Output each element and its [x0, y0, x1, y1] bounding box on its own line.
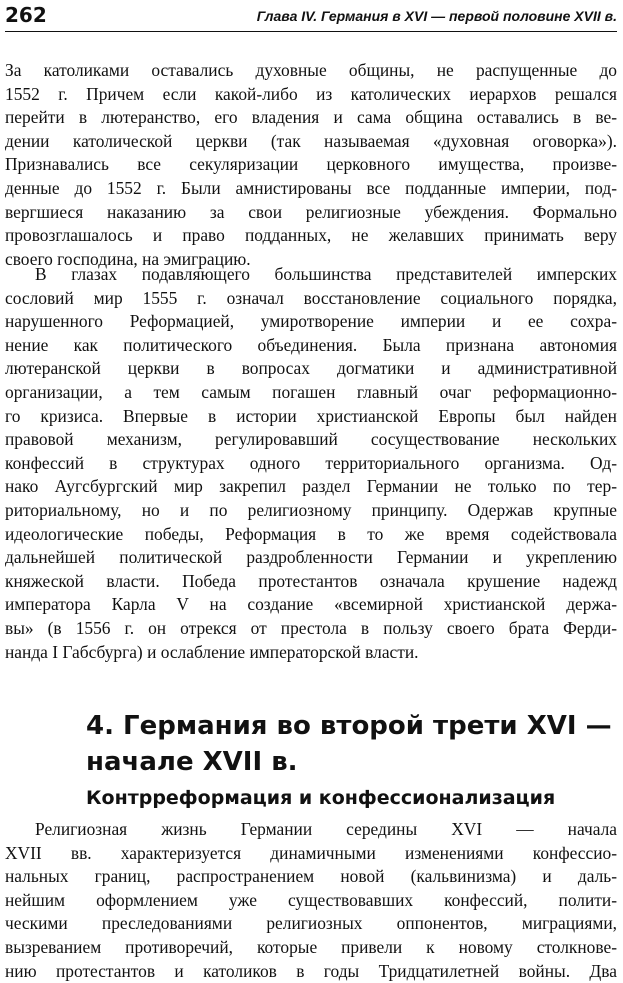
- text-line: лютеранской церкви в вопросах догматики и административной: [5, 358, 617, 379]
- text-line: конфессий в структурах одного территориального организма. Од-: [5, 452, 617, 473]
- text-line: перейти в лютеранство, его владения и сама община оставались в ве-: [5, 107, 617, 128]
- text-line: правовой механизм, регулировавший сосуществование нескольких: [5, 429, 617, 450]
- section-heading: [86, 708, 616, 780]
- text-line: провозглашалось и право подданных, не желавших принимать веру: [5, 225, 617, 246]
- paragraph-2: [5, 263, 617, 664]
- text-line: денные до 1552 г. Были амнистированы все подданные империи, под-: [5, 177, 617, 198]
- text-line: Религиозная жизнь Германии середины XVI — начала: [35, 819, 617, 839]
- text-line: нако Аугсбургский мир закрепил раздел Германии не только по тер-: [5, 476, 617, 497]
- text-line: ческими преследованиями религиозных оппонентов, миграциями,: [5, 913, 617, 934]
- text-line: княжеской власти. Победа протестантов означала крушение надежд: [5, 570, 617, 591]
- text-line: организации, а тем самым погашен главный очаг реформационно-: [5, 381, 617, 402]
- text-line: императора Карла V на создание «всемирной христианской держа-: [5, 594, 617, 615]
- text-line: идеологические победы, Реформация в то же время содействовала: [5, 523, 617, 544]
- text-line: своего господина, на эмиграцию.: [5, 248, 251, 269]
- text-line: 1552 г. Причем если какой-либо из католических иерархов решался: [5, 83, 617, 104]
- text-line: дальнейшей политической раздробленности Германии и укреплению: [5, 547, 617, 568]
- section-heading-line: 4. Германия во второй трети XVI —: [86, 711, 612, 741]
- page-header: [5, 3, 617, 29]
- text-line: вергшиеся наказанию за свои религиозные убеждения. Формально: [5, 201, 617, 222]
- text-line: дении католической церкви (так называемая «духовная оговорка»).: [5, 130, 617, 151]
- text-line: риториальному, но и по религиозному принципу. Одержав крупные: [5, 499, 617, 520]
- text-line: Признавались все секуляризации церковного имущества, произве-: [5, 154, 617, 175]
- text-line: вызреванием противоречий, которые привели к новому столкнове-: [5, 936, 617, 957]
- text-line: нальных границ, распространением новой (кальвинизма) и даль-: [5, 866, 617, 887]
- text-line: сословий мир 1555 г. означал восстановление социального порядка,: [5, 287, 617, 308]
- text-line: За католиками оставались духовные общины, не распущенные до: [5, 60, 617, 80]
- text-line: нейшим оформлением уже существовавших конфессий, полити-: [5, 889, 617, 910]
- header-rule: [5, 31, 617, 32]
- text-line: го кризиса. Впервые в истории христианской Европы был найден: [5, 405, 617, 426]
- text-line: XVII вв. характеризуется динамичными изменениями конфессио-: [5, 842, 617, 863]
- text-line: нение как политического объединения. Была признана автономия: [5, 334, 617, 355]
- subsection-heading: Контрреформация и конфессионализация: [86, 787, 556, 809]
- text-line: нарушенного Реформацией, умиротворение империи и ее сохра-: [5, 311, 617, 332]
- text-line: нию протестантов и католиков в годы Тридцатилетней войны. Два: [5, 960, 617, 981]
- section-heading-line: начале XVII в.: [86, 747, 298, 777]
- running-title: Глава IV. Германия в XVI — первой половине XVII в.: [256, 8, 617, 24]
- text-line: вы» (в 1556 г. он отрекся от престола в пользу своего брата Ферди-: [5, 617, 617, 638]
- paragraph-3: [5, 818, 617, 983]
- text-line: В глазах подавляющего большинства представителей имперских: [35, 264, 617, 284]
- paragraph-1: [5, 59, 617, 271]
- page-number: 262: [5, 3, 47, 27]
- text-line: нанда I Габсбурга) и ослабление императорской власти.: [5, 641, 419, 662]
